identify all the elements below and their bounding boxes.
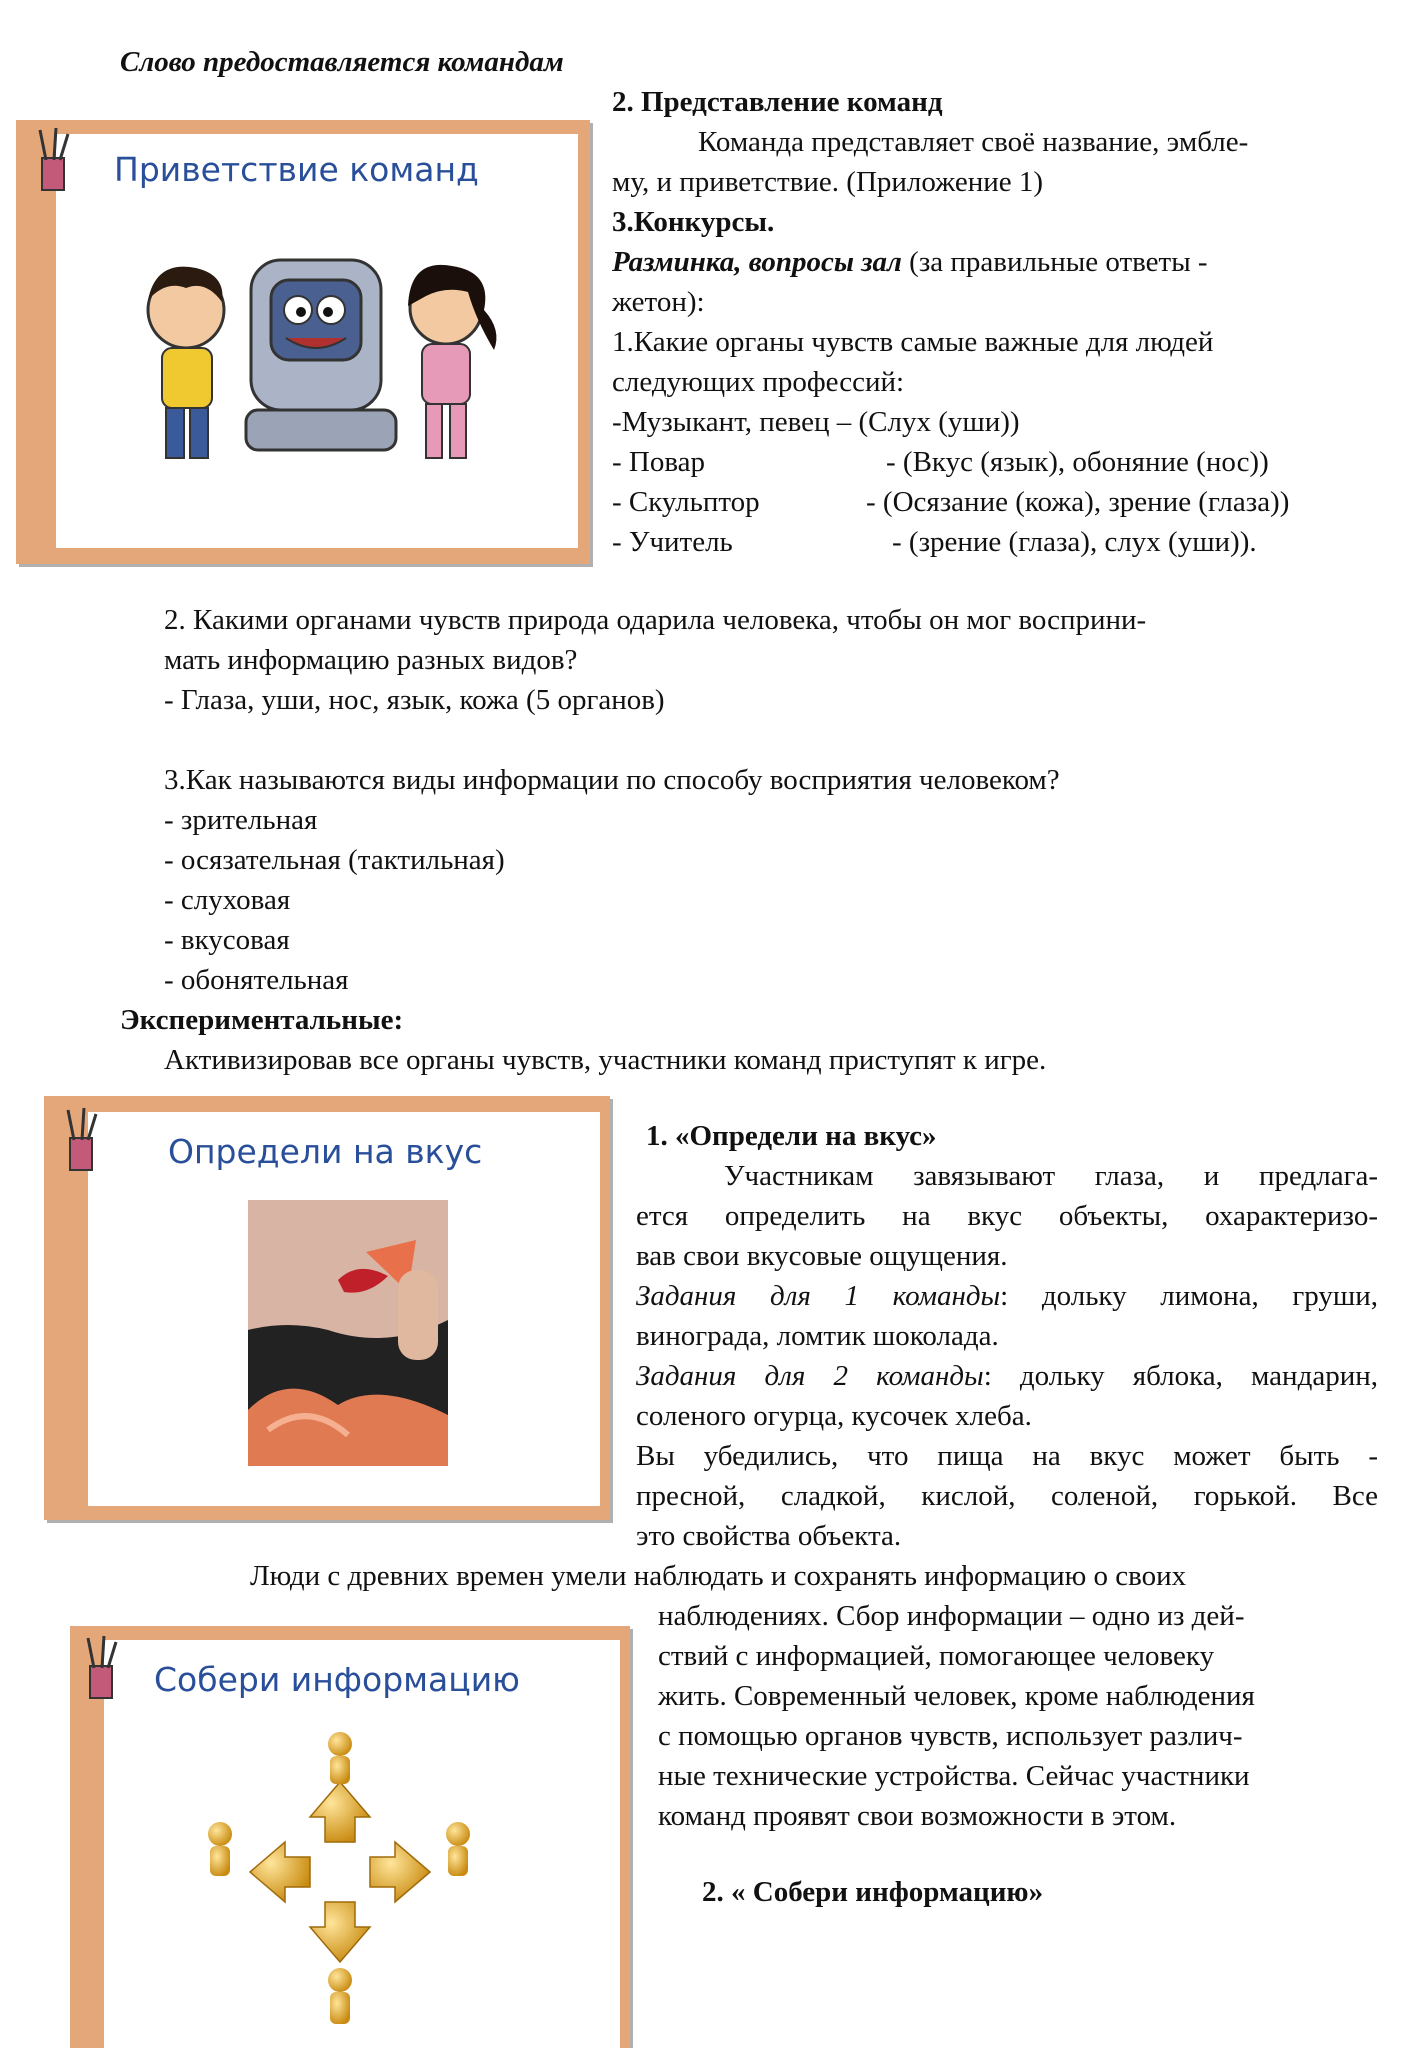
contest-title: 2. « Собери информацию» — [702, 1876, 1044, 1908]
paragraph-line: соленого огурца, кусочек хлеба. — [636, 1400, 1032, 1432]
answer-row-senses: - (зрение (глаза), слух (уши)). — [892, 526, 1257, 558]
paragraph-line: ные технические устройства. Сейчас участники — [658, 1760, 1250, 1792]
answer-row-profession: - Скульптор — [612, 486, 760, 518]
paragraph-line: ется определить на вкус объекты, охарактеризо- — [636, 1200, 1378, 1232]
pencil-cup-icon — [62, 1106, 102, 1176]
paragraph-line: это свойства объекта. — [636, 1520, 902, 1552]
list-item: - осязательная (тактильная) — [164, 844, 505, 876]
pencil-cup-icon — [34, 126, 74, 196]
kids-computer-illustration — [126, 240, 506, 480]
task-label: Задания для 2 команды — [636, 1360, 984, 1392]
task-items: : дольку лимона, груши, — [1000, 1280, 1378, 1312]
paragraph-line: пресной, сладкой, кислой, соленой, горькой. Все — [636, 1480, 1378, 1512]
slide-collect-info — [70, 1626, 630, 2048]
paragraph-line: винограда, ломтик шоколада. — [636, 1320, 999, 1352]
list-item: - зрительная — [164, 804, 318, 836]
task-label: Задания для 1 команды — [636, 1280, 1001, 1312]
paragraph-line: Активизировав все органы чувств, участники команд приступят к игре. — [164, 1044, 1047, 1076]
page-header: Слово предоставляется командам — [120, 46, 564, 78]
slide-title: Определи на вкус — [168, 1132, 483, 1171]
paragraph-line: Вы убедились, что пища на вкус может быть - — [636, 1440, 1378, 1472]
answer-row-profession: - Повар — [612, 446, 706, 478]
slide-title: Собери информацию — [154, 1660, 520, 1699]
question-line: следующих профессий: — [612, 366, 905, 398]
question-line: мать информацию разных видов? — [164, 644, 578, 676]
paragraph-line: Люди с древних времен умели наблюдать и сохранять информацию о своих — [250, 1560, 1187, 1592]
answer-row-senses: - (Вкус (язык), обоняние (нос)) — [886, 446, 1269, 478]
gold-figures-arrows-illustration — [190, 1722, 490, 2032]
tasting-photo — [248, 1200, 448, 1466]
section-title: Экспериментальные: — [120, 1004, 404, 1036]
list-item: - обонятельная — [164, 964, 349, 996]
slide-greeting — [16, 120, 590, 564]
paragraph-line: ствий с информацией, помогающее человеку — [658, 1640, 1215, 1672]
paragraph-line: наблюдениях. Сбор информации – одно из дей- — [658, 1600, 1245, 1632]
contest-title: 1. «Определи на вкус» — [646, 1120, 937, 1152]
task-items: : дольку яблока, мандарин, — [983, 1360, 1378, 1392]
pencil-cup-icon — [82, 1634, 122, 1704]
question-line: 3.Как называются виды информации по способу восприятия человеком? — [164, 764, 1060, 796]
paragraph-line: жить. Современный человек, кроме наблюдения — [658, 1680, 1255, 1712]
answer-line: - Глаза, уши, нос, язык, кожа (5 органов) — [164, 684, 665, 716]
slide-title: Приветствие команд — [114, 150, 479, 189]
answer-row-profession: - Учитель — [612, 526, 733, 558]
paragraph-line: с помощью органов чувств, использует различ- — [658, 1720, 1243, 1752]
paragraph-line: жетон): — [612, 286, 705, 318]
paragraph-line: Команда представляет своё название, эмбле- — [698, 126, 1249, 158]
paragraph-line: команд проявят свои возможности в этом. — [658, 1800, 1177, 1832]
question-line: 1.Какие органы чувств самые важные для людей — [612, 326, 1214, 358]
answer-row: -Музыкант, певец – (Слух (уши)) — [612, 406, 1020, 438]
section-title: 2. Представление команд — [612, 86, 943, 118]
warmup-line — [612, 242, 1208, 282]
list-item: - слуховая — [164, 884, 291, 916]
warmup-label: Разминка, вопросы зал — [612, 246, 902, 278]
question-line: 2. Какими органами чувств природа одарила человека, чтобы он мог восприни- — [164, 604, 1147, 636]
paragraph-line: вав свои вкусовые ощущения. — [636, 1240, 1008, 1272]
section-title: 3.Конкурсы. — [612, 206, 775, 238]
answer-row-senses: - (Осязание (кожа), зрение (глаза)) — [866, 486, 1290, 518]
warmup-note: (за правильные ответы - — [901, 246, 1208, 278]
slide-taste — [44, 1096, 610, 1520]
list-item: - вкусовая — [164, 924, 290, 956]
paragraph-line: Участникам завязывают глаза, и предлага- — [724, 1160, 1378, 1192]
paragraph-line: му, и приветствие. (Приложение 1) — [612, 166, 1044, 198]
